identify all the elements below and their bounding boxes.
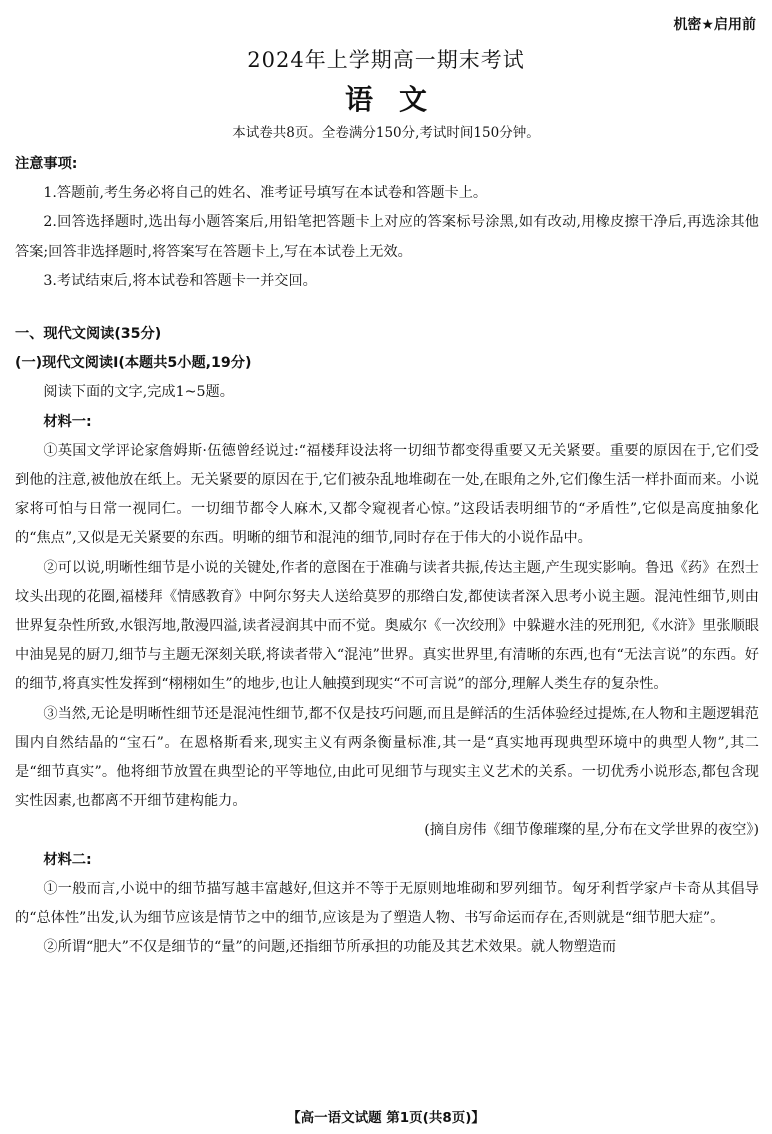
material1-label: 材料一: xyxy=(43,413,92,430)
material2-paragraph-2: ②所谓“肥大”不仅是细节的“量”的问题,还指细节所承担的功能及其艺术效果。就人物塑造而 xyxy=(43,939,617,956)
subsection-title: (一)现代文阅读Ⅰ(本题共5小题,19分) xyxy=(15,355,252,372)
exam-title: 2024年上学期高一期末考试 xyxy=(247,48,525,72)
material2-label: 材料二: xyxy=(43,851,92,868)
material1-paragraph-1: ①英国文学评论家詹姆斯·伍德曾经说过:“福楼拜设法将一切细节都变得重要又无关紧要。重要的原因在于,它们受到他的注意,被他放在纸上。无关紧要的原因在于,它们被杂乱地堆砌在一处,在眼角之外,它们像生活一样扑面而来。小说家将可怕与日常一视同仁。一切细节都令人麻木,又都令窥视者心惊。”这段话表明细节的“矛盾性”,它似是高度抽象化的“焦点”,又似是无关紧要的东西。明晰的细节和混沌的细节,同时存在于伟大的小说作品中。 xyxy=(15,442,759,547)
section-title: 一、现代文阅读(35分) xyxy=(15,326,162,343)
exam-info: 本试卷共8页。全卷满分150分,考试时间150分钟。 xyxy=(232,125,540,141)
material2-paragraph-1: ①一般而言,小说中的细节描写越丰富越好,但这并不等于无原则地堆砌和罗列细节。匈牙利哲学家卢卡奇从其倡导的“总体性”出发,认为细节应该是情节之中的细节,应该是为了塑造人物、书写命运而存在,否则就是“细节肥大症”。 xyxy=(15,880,759,927)
secret-label: 机密★启用前 xyxy=(673,17,756,33)
subject-title: 语文 xyxy=(344,83,453,116)
note-item-3: 3.考试结束后,将本试卷和答题卡一并交回。 xyxy=(43,272,317,289)
page-footer: 【高一语文试题 第1页(共8页)】 xyxy=(287,1110,485,1126)
reading-instruction: 阅读下面的文字,完成1~5题。 xyxy=(43,384,234,401)
note-item-2: 2.回答选择题时,选出每小题答案后,用铅笔把答题卡上对应的答案标号涂黑,如有改动,用橡皮擦干净后,再选涂其他答案;回答非选择题时,将答案写在答题卡上,写在本试卷上无效。 xyxy=(15,214,759,260)
material1-source: (摘自房伟《细节像璀璨的星,分布在文学世界的夜空》) xyxy=(424,822,759,839)
material1-paragraph-2: ②可以说,明晰性细节是小说的关键处,作者的意图在于准确与读者共振,传达主题,产生现实影响。鲁迅《药》在烈士坟头出现的花圈,福楼拜《情感教育》中阿尔努夫人送给莫罗的那绺白发,都使读者深入思考小说主题。混沌性细节,则由世界复杂性所致,水银泻地,散漫四溢,读者浸润其中而不觉。奥威尔《一次绞刑》中躲避水洼的死刑犯,《水浒》里张顺眼中油晃晃的厨刀,细节与主题无深刻关联,将读者带入“混沌”世界。真实世界里,有清晰的东西,也有“无法言说”的东西。好的细节,将真实性发挥到“栩栩如生”的地步,也让人触摸到现实“不可言说”的部分,理解人类生存的复杂性。 xyxy=(15,559,759,693)
notes-heading: 注意事项: xyxy=(15,156,78,172)
material1-paragraph-3: ③当然,无论是明晰性细节还是混沌性细节,都不仅是技巧问题,而且是鲜活的生活体验经过提炼,在人物和主题逻辑范围内自然结晶的“宝石”。在恩格斯看来,现实主义有两条衡量标准,其一是“真实地再现典型环境中的典型人物”,其二是“细节真实”。他将细节放置在典型论的平等地位,由此可见细节与现实主义艺术的关系。一切优秀小说形态,都包含现实性因素,也都离不开细节建构能力。 xyxy=(15,705,759,810)
note-item-1: 1.答题前,考生务必将自己的姓名、准考证号填写在本试卷和答题卡上。 xyxy=(43,185,488,202)
exam-body xyxy=(15,150,759,962)
section-gap xyxy=(15,296,759,320)
